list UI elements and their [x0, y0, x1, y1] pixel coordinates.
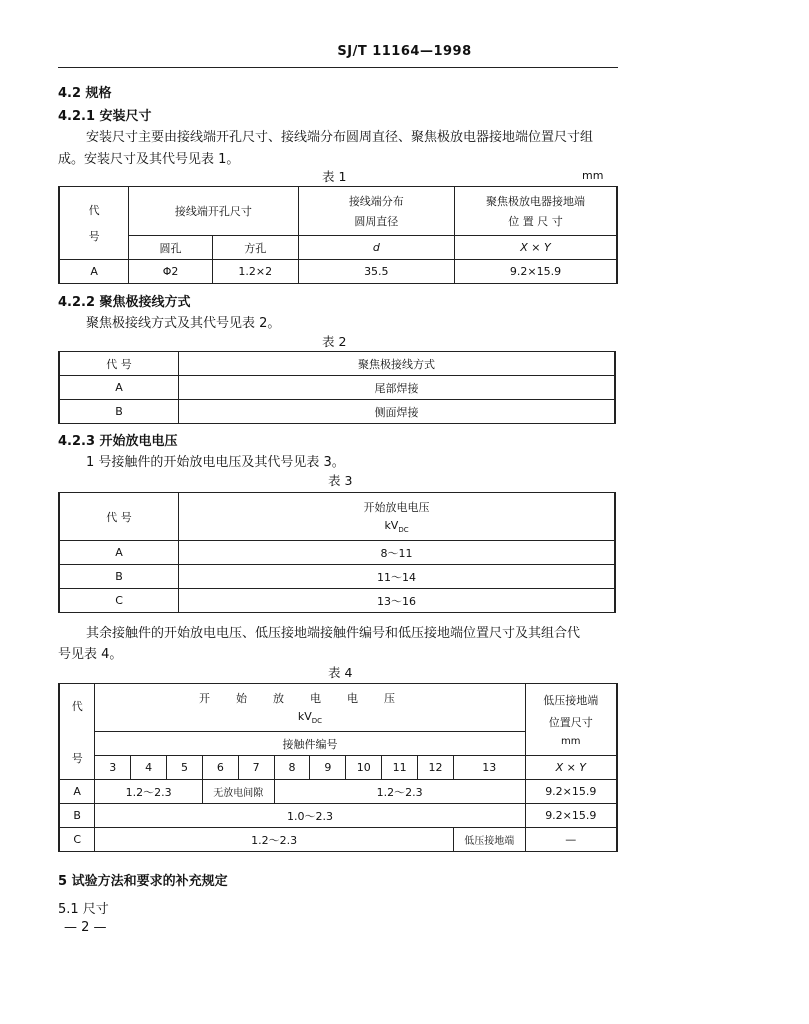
t4-row-a-code: A	[59, 780, 95, 804]
t4-code-header: 代 号	[59, 684, 95, 780]
t3-voltage-header: 开始放电电压 $kV_{DC}$	[179, 493, 615, 541]
section-4-2-1: 4.2.1 安装尺寸	[58, 109, 152, 124]
t4-row-b-v: 1.0～2.3	[95, 804, 525, 828]
t1-round-header: 圆孔	[129, 236, 213, 260]
table-3-caption: 表 3	[328, 473, 353, 488]
table-4	[58, 683, 618, 852]
t4-col-8: 8	[274, 756, 310, 780]
t1-row-round: Φ2	[129, 260, 213, 284]
t3-row-a-code: A	[59, 541, 179, 565]
t1-xy-symbol: X × Y	[455, 236, 618, 260]
section-5-1: 5.1 尺寸	[58, 902, 109, 917]
t2-mode-header: 聚焦极接线方式	[179, 352, 615, 376]
page-number: — 2 —	[64, 920, 107, 935]
t1-square-header: 方孔	[212, 236, 298, 260]
table-1-unit: mm	[582, 169, 604, 182]
section-5: 5 试验方法和要求的补充规定	[58, 874, 228, 889]
t1-row-xy: 9.2×15.9	[455, 260, 618, 284]
t2-row-b-code: B	[59, 400, 179, 424]
t4-lv-header: 低压接地端 位置尺寸 mm	[525, 684, 617, 756]
paragraph-1-line-2: 成。安装尺寸及其代号见表 1。	[58, 152, 240, 167]
t1-code-header: 代 号	[59, 187, 129, 260]
section-4-2-3: 4.2.3 开始放电电压	[58, 434, 178, 449]
document-header: SJ/T 11164—1998	[337, 44, 472, 59]
t3-row-c-value: 13～16	[179, 589, 615, 613]
paragraph-3: 1 号接触件的开始放电电压及其代号见表 3。	[86, 455, 345, 470]
section-4-2: 4.2 规格	[58, 86, 112, 101]
paragraph-4-line-2: 号见表 4。	[58, 647, 123, 662]
t1-dist-header: 接线端分布 圆周直径	[298, 187, 454, 236]
t4-col-10: 10	[346, 756, 382, 780]
t2-row-a-mode: 尾部焊接	[179, 376, 615, 400]
t1-d-symbol: d	[298, 236, 454, 260]
t4-col-3: 3	[95, 756, 131, 780]
t4-col-4: 4	[131, 756, 167, 780]
t2-code-header: 代 号	[59, 352, 179, 376]
table-2	[58, 351, 616, 424]
t3-code-header: 代 号	[59, 493, 179, 541]
table-1	[58, 186, 618, 284]
table-3	[58, 492, 616, 613]
table-4-caption: 表 4	[328, 665, 353, 680]
t4-row-a-v2: 1.2～2.3	[274, 780, 525, 804]
section-4-2-2: 4.2.2 聚焦极接线方式	[58, 295, 191, 310]
t4-col-5: 5	[167, 756, 203, 780]
t3-row-a-value: 8～11	[179, 541, 615, 565]
t1-row-square: 1.2×2	[212, 260, 298, 284]
t4-contact-header: 接触件编号	[95, 732, 525, 756]
t4-row-a-gap: 无放电间隙	[202, 780, 274, 804]
t1-row-code: A	[59, 260, 129, 284]
t4-row-b-code: B	[59, 804, 95, 828]
t3-row-c-code: C	[59, 589, 179, 613]
t4-col-9: 9	[310, 756, 346, 780]
t4-row-c-xy: —	[525, 828, 617, 852]
t4-col-12: 12	[418, 756, 454, 780]
t4-row-a-xy: 9.2×15.9	[525, 780, 617, 804]
t4-row-a-v1: 1.2～2.3	[95, 780, 203, 804]
paragraph-4-line-1: 其余接触件的开始放电电压、低压接地端接触件编号和低压接地端位置尺寸及其组合代	[86, 626, 581, 641]
table-1-caption: 表 1	[322, 169, 347, 184]
t4-row-b-xy: 9.2×15.9	[525, 804, 617, 828]
t2-row-b-mode: 侧面焊接	[179, 400, 615, 424]
t4-col-11: 11	[382, 756, 418, 780]
t3-row-b-value: 11～14	[179, 565, 615, 589]
t4-voltage-header: 开始放电电压 $kV_{DC}$	[95, 684, 525, 732]
t4-col-7: 7	[238, 756, 274, 780]
t4-col-6: 6	[202, 756, 238, 780]
table-2-caption: 表 2	[322, 334, 347, 349]
header-rule	[58, 67, 618, 68]
t1-row-d: 35.5	[298, 260, 454, 284]
t4-row-c-code: C	[59, 828, 95, 852]
t1-hole-header: 接线端开孔尺寸	[129, 187, 298, 236]
t2-row-a-code: A	[59, 376, 179, 400]
paragraph-2: 聚焦极接线方式及其代号见表 2。	[86, 316, 281, 331]
t1-gap-header: 聚焦极放电器接地端 位 置 尺 寸	[455, 187, 618, 236]
paragraph-1-line-1: 安装尺寸主要由接线端开孔尺寸、接线端分布圆周直径、聚焦极放电器接地端位置尺寸组	[86, 130, 594, 145]
t3-row-b-code: B	[59, 565, 179, 589]
t4-row-c-v: 1.2～2.3	[95, 828, 454, 852]
t4-col-13: 13	[453, 756, 525, 780]
t4-xy-symbol: X × Y	[525, 756, 617, 780]
t4-row-c-ground: 低压接地端	[453, 828, 525, 852]
